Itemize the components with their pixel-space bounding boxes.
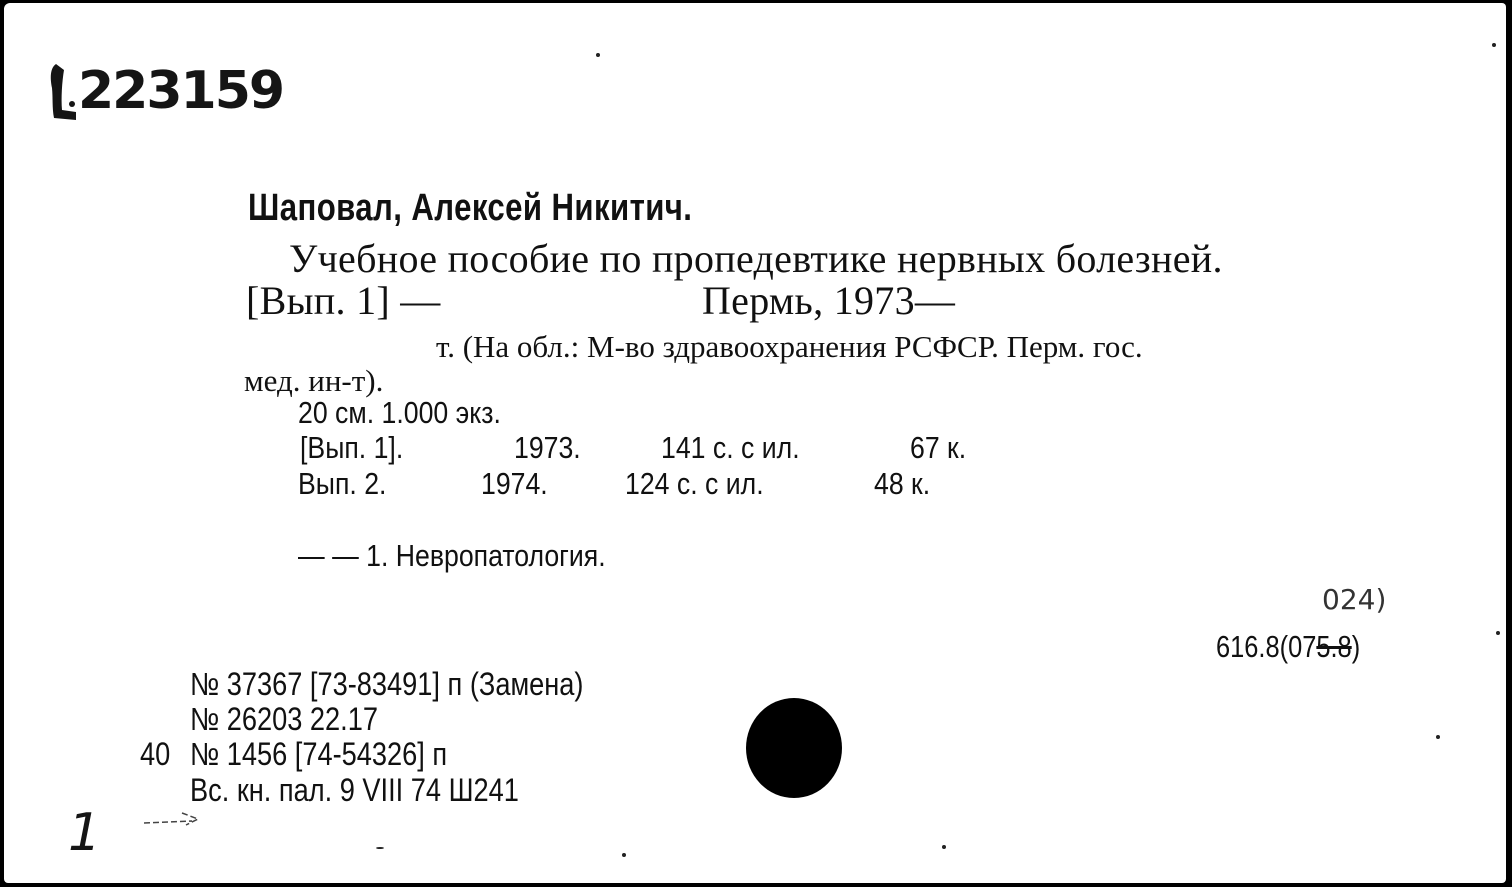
classification-code: [1216, 629, 1360, 665]
title-line-1: Учебное пособие по пропедевтике нервных болезней.: [289, 236, 1223, 281]
scan-speck: [622, 853, 626, 857]
note-line-2: мед. ин-т).: [244, 363, 384, 398]
issue-year: 1974.: [481, 466, 548, 501]
scan-speck: [596, 53, 600, 57]
scan-speck: [376, 847, 384, 849]
punch-hole: [746, 698, 842, 798]
issue-pages: 141 с. с ил.: [661, 430, 800, 465]
registry-line-3-prefix: 40: [140, 736, 171, 772]
title-line-2-left: [Вып. 1] —: [246, 278, 441, 323]
issue-label: Вып. 2.: [298, 466, 387, 501]
author-heading: Шаповал, Алексей Никитич.: [248, 187, 693, 229]
handwritten-classification-note: 024): [1322, 583, 1387, 616]
handwritten-mark: 1: [68, 803, 102, 863]
scan-speck: [1492, 43, 1496, 47]
registry-line-2: № 26203 22.17: [190, 701, 378, 737]
issue-year: 1973.: [514, 430, 581, 465]
registry-line-3: № 1456 [74-54326] п: [190, 736, 448, 772]
scan-speck: [942, 845, 946, 849]
inventory-prefix-glyph: [48, 62, 78, 122]
classification-code-prefix: 616.8(07: [1216, 629, 1317, 664]
subject-heading: — — 1. Невропатология.: [298, 538, 606, 573]
registry-line-4: Вс. кн. пал. 9 VIII 74 Ш241: [190, 772, 519, 808]
scan-speck: [1496, 631, 1500, 635]
title-line-2-right: Пермь, 1973—: [702, 278, 956, 323]
issue-pages: 124 с. с ил.: [625, 466, 764, 501]
issue-price: 67 к.: [910, 430, 967, 465]
inventory-number-text: 223159: [78, 61, 284, 121]
note-line-1: т. (На обл.: М-во здравоохранения РСФСР. Перм. гос.: [436, 329, 1143, 364]
handwritten-arrow-icon: [142, 809, 206, 829]
inventory-number: [48, 61, 283, 122]
issue-price: 48 к.: [874, 466, 931, 501]
scan-speck: [1436, 735, 1440, 739]
catalog-card: [4, 3, 1506, 883]
registry-line-1: № 37367 [73-83491] п (Замена): [190, 666, 584, 702]
format-line: 20 см. 1.000 экз.: [298, 395, 501, 430]
issue-label: [Вып. 1].: [300, 430, 404, 465]
classification-code-struck: 5.8: [1316, 629, 1352, 664]
classification-code-suffix: ): [1351, 629, 1361, 664]
